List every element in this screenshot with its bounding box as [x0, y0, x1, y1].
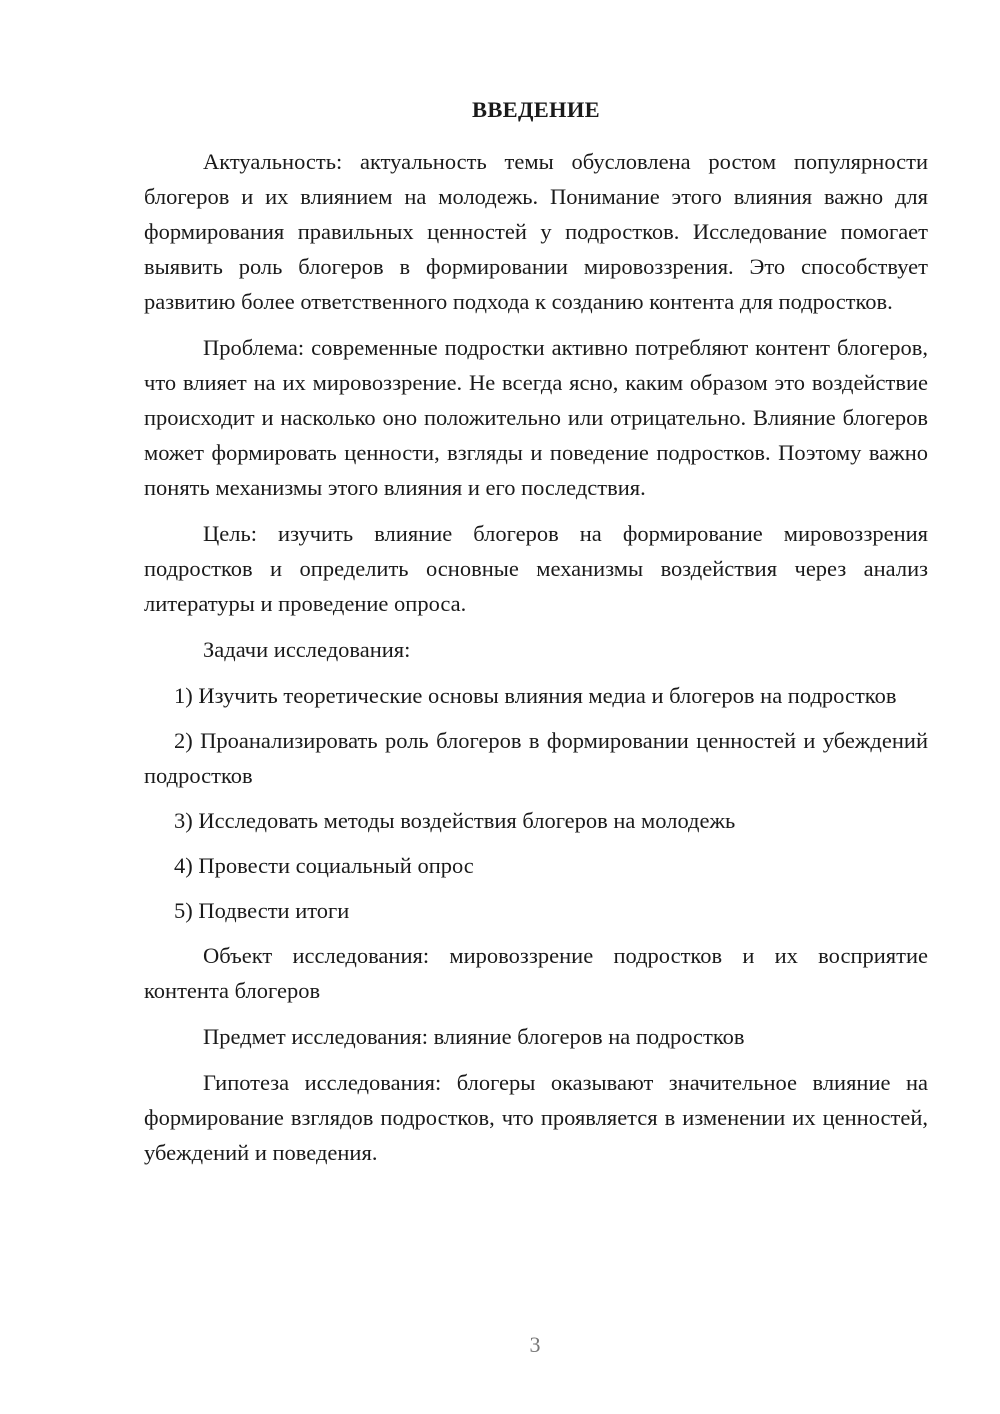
paragraph-subject: Предмет исследования: влияние блогеров на подростков [203, 1024, 745, 1049]
task-item: 4) Провести социальный опрос [174, 853, 474, 878]
paragraph-problem: Проблема: современные подростки активно потребляют контент блогеров, что влияет на их мировоззрение. Не всегда ясно, каким образом это воздействие происходит и насколько оно положительно или отрицательно. Влияние блогеров может формировать ценности, взгляды и поведение подростков. Поэтому важно понять механизмы этого влияния и его последствия. [144, 335, 928, 500]
document-heading: ВВЕДЕНИЕ [472, 97, 600, 122]
task-item: 3) Исследовать методы воздействия блогеров на молодежь [174, 808, 736, 833]
paragraph-relevance: Актуальность: актуальность темы обусловлена ростом популярности блогеров и их влиянием на молодежь. Понимание этого влияния важно для формирования правильных ценностей у подростков. Исследование помогает выявить роль блогеров в формировании мировоззрения. Это способствует развитию более ответственного подхода к созданию контента для подростков. [144, 149, 928, 314]
task-item: 5) Подвести итоги [174, 898, 350, 923]
paragraph-object: Объект исследования: мировоззрение подростков и их восприятие контента блогеров [144, 943, 928, 1003]
task-item: 2) Проанализировать роль блогеров в формировании ценностей и убеждений подростков [144, 728, 928, 788]
task-item: 1) Изучить теоретические основы влияния медиа и блогеров на подростков [174, 683, 897, 708]
paragraph-hypothesis: Гипотеза исследования: блогеры оказывают значительное влияние на формирование взглядов подростков, что проявляется в изменении их ценностей, убеждений и поведения. [144, 1070, 928, 1165]
page-number: 3 [529, 1332, 541, 1357]
tasks-title: Задачи исследования: [203, 637, 411, 662]
paragraph-goal: Цель: изучить влияние блогеров на формирование мировоззрения подростков и определить основные механизмы воздействия через анализ литературы и проведение опроса. [144, 521, 928, 616]
document-page [144, 92, 928, 1181]
